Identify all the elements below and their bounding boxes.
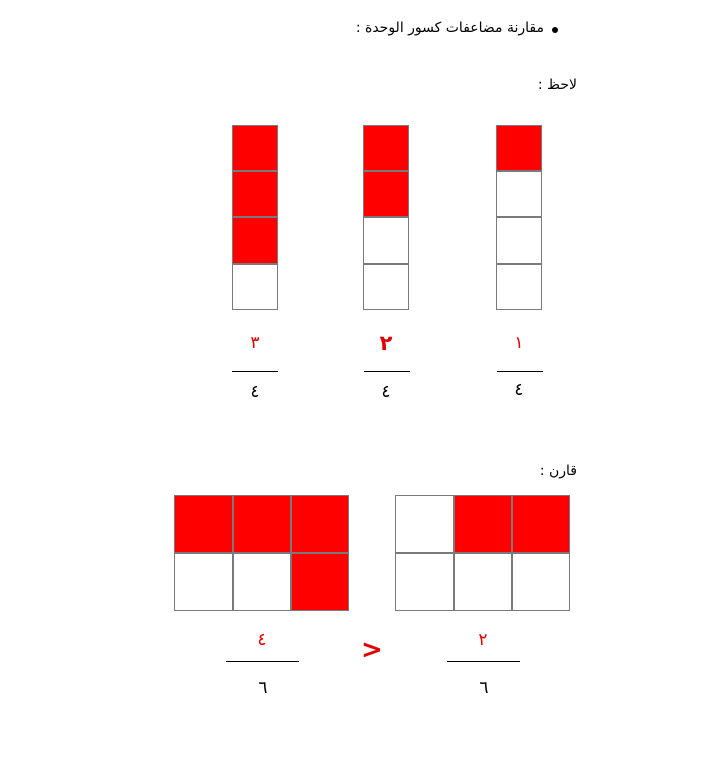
compare-right-line [447, 661, 520, 662]
compare-left-denominator: ٦ [258, 678, 268, 698]
observe-label: لاحظ : [537, 77, 577, 93]
quarter-1-cell [496, 171, 542, 217]
quarter-1-cell [496, 217, 542, 264]
compare-label: قارن : [539, 463, 577, 479]
fraction-1-denominator: ٤ [514, 380, 524, 400]
sixths-2-cell [454, 495, 512, 553]
fraction-2-line [364, 371, 410, 372]
quarter-2-cell [363, 264, 409, 310]
sixths-4-cell [174, 495, 233, 553]
compare-right-numerator: ٢ [478, 630, 488, 650]
fraction-2-numerator: ٢ [379, 331, 393, 355]
fraction-3-line [232, 371, 278, 372]
fraction-1-line [497, 371, 543, 372]
quarter-3-cell [232, 125, 278, 171]
sixths-2-cell [395, 553, 454, 611]
sixths-4-cell [291, 495, 349, 553]
quarter-2-cell [363, 125, 409, 171]
compare-left-numerator: ٤ [257, 630, 267, 650]
quarter-3-cell [232, 264, 278, 310]
sixths-2-cell [512, 495, 570, 553]
greater-than-sign: > [361, 635, 383, 665]
sixths-2-cell [395, 495, 454, 553]
sixths-2-cell [512, 553, 570, 611]
sixths-4-cell [233, 495, 291, 553]
compare-left-line [226, 661, 299, 662]
compare-right-denominator: ٦ [479, 678, 489, 698]
fraction-3-numerator: ٣ [250, 333, 260, 353]
fraction-2-denominator: ٤ [381, 382, 391, 402]
sixths-4-cell [233, 553, 291, 611]
quarter-3-cell [232, 171, 278, 217]
quarter-3-cell [232, 217, 278, 264]
quarter-2-cell [363, 217, 409, 264]
quarter-1-cell [496, 125, 542, 171]
page-heading: مقارنة مضاعفات كسور الوحدة : [355, 20, 544, 36]
sixths-4-cell [291, 553, 349, 611]
bullet-icon [552, 27, 558, 33]
sixths-2-cell [454, 553, 512, 611]
fraction-3-denominator: ٤ [250, 382, 260, 402]
sixths-4-cell [174, 553, 233, 611]
quarter-1-cell [496, 264, 542, 310]
quarter-2-cell [363, 171, 409, 217]
fraction-1-numerator: ١ [514, 333, 524, 353]
